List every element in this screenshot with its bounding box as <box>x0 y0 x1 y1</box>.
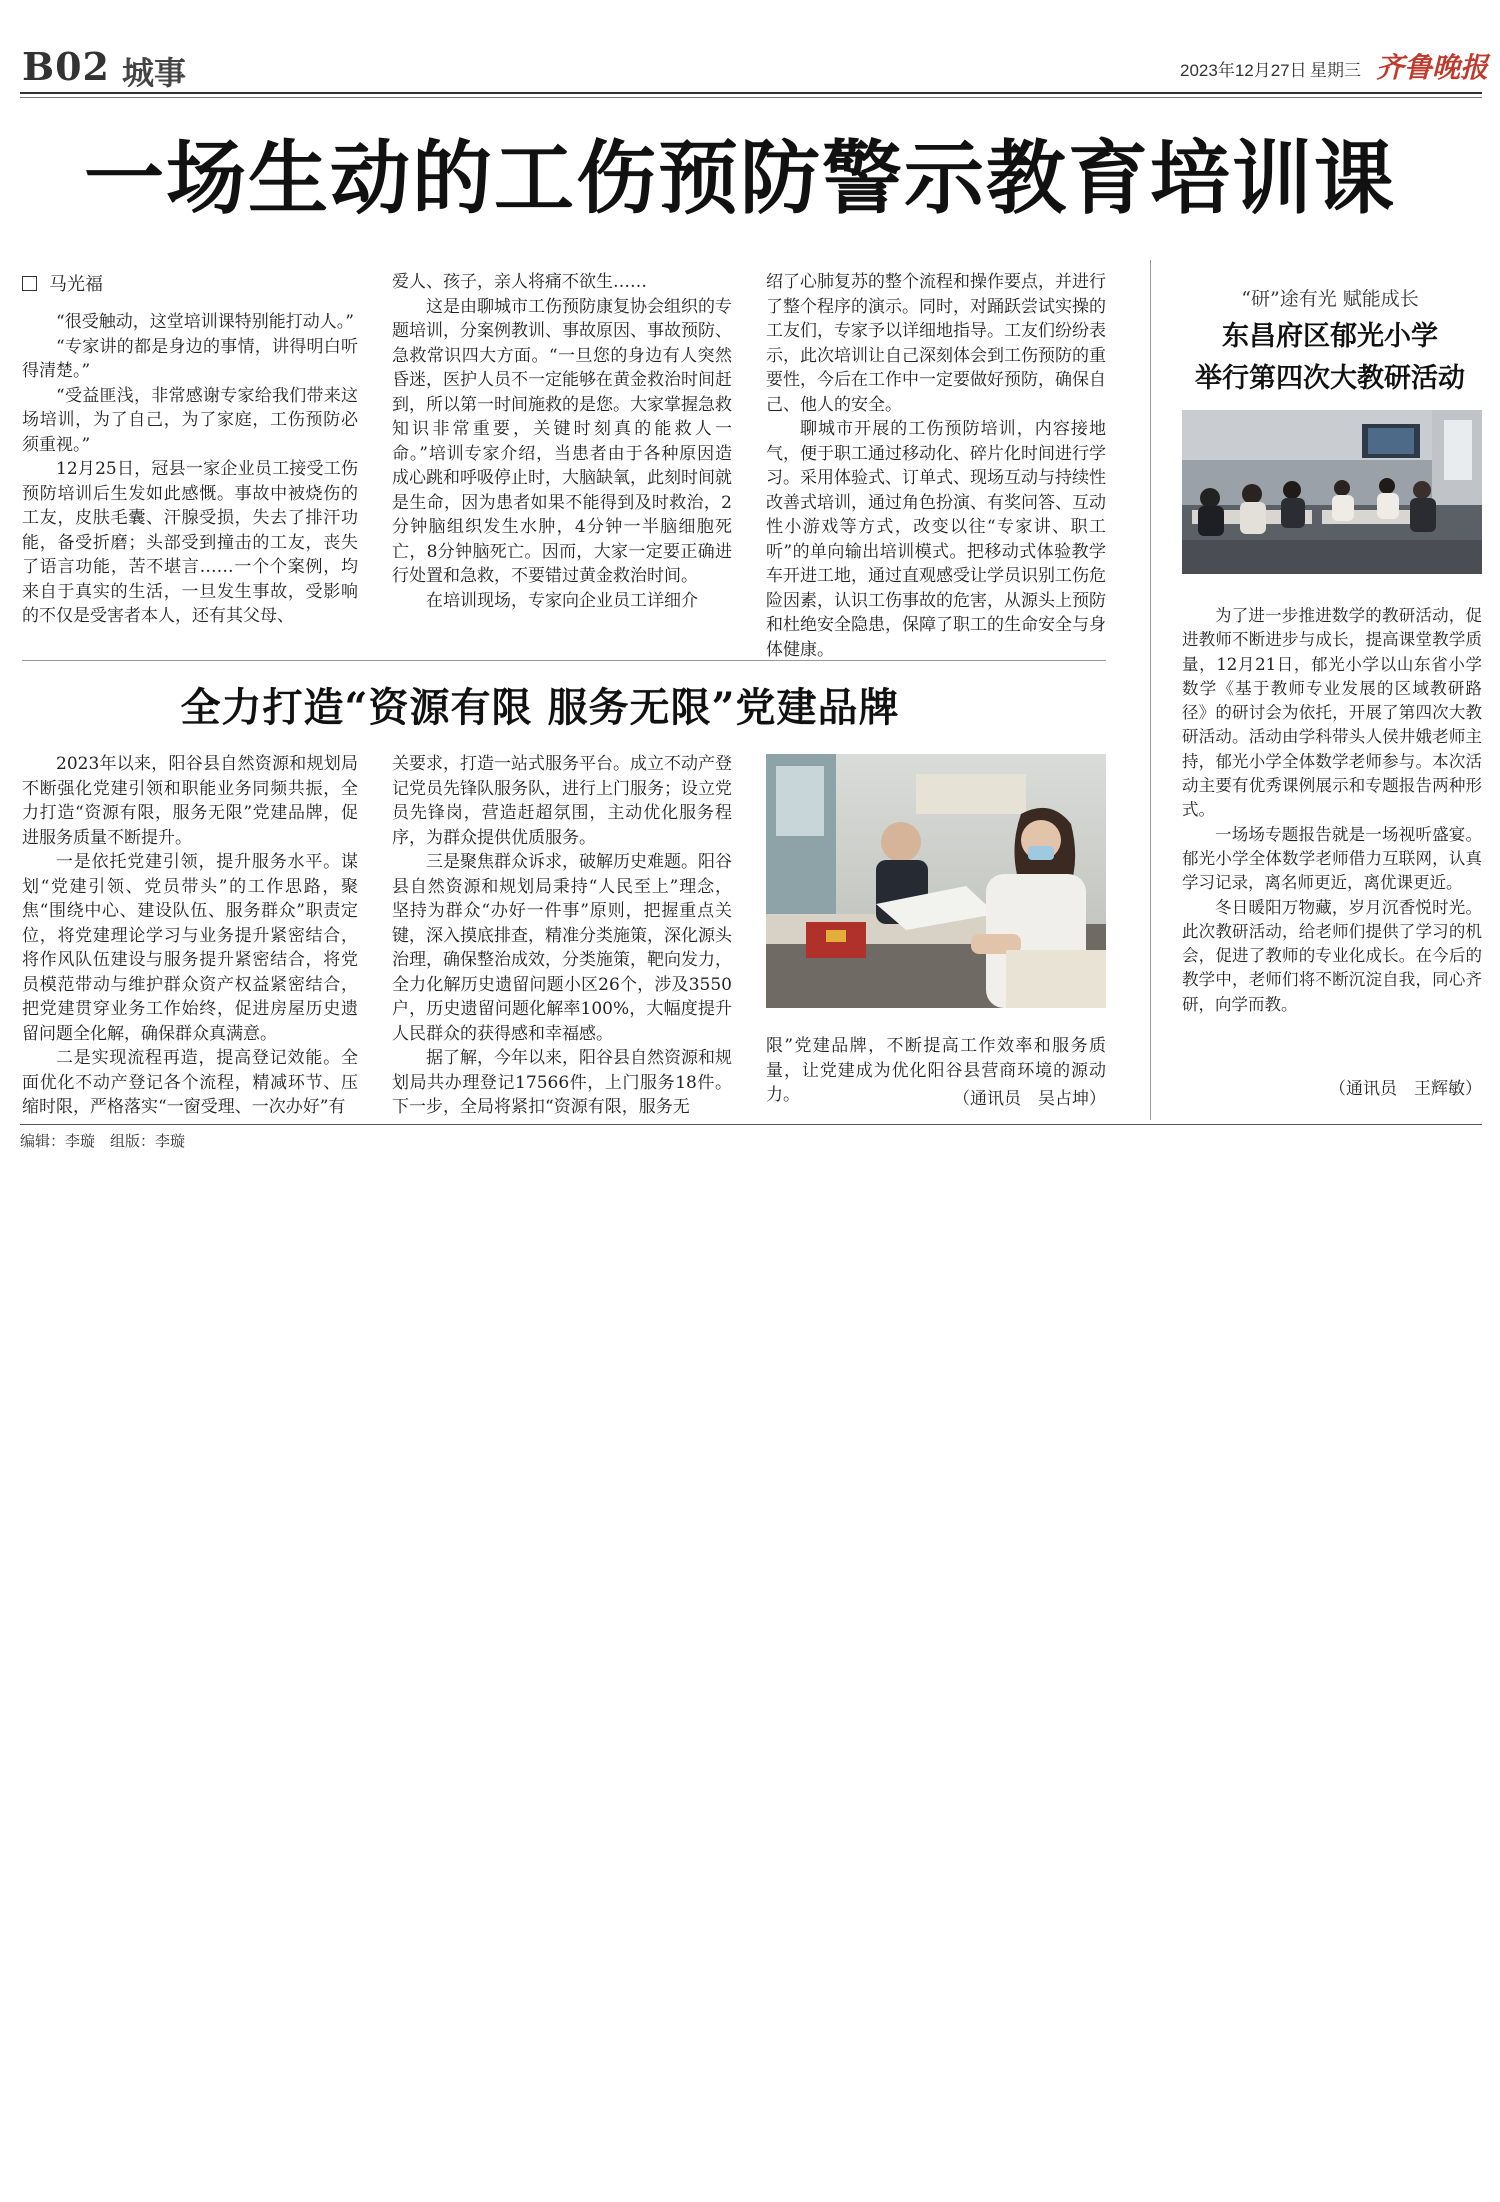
paragraph: 这是由聊城市工伤预防康复协会组织的专题培训，分案例教训、事故原因、事故预防、急救常识四大方面。“一旦您的身边有人突然昏迷，医护人员不一定能够在黄金救治时间赶到，所以第一时间施救的是您。大家掌握急救知识非常重要，关键时刻真的能救人一命。”培训专家介绍，当患者由于各种原因造成心跳和呼吸停止时，大脑缺氧，此刻时间就是生命，因为患者如果不能得到及时救治，2分钟脑组织发生水肿，4分钟一半脑细胞死亡，8分钟脑死亡。因而，大家一定要正确进行处置和急救，不要错过黄金救治时间。 <box>392 296 732 586</box>
paragraph: 一场场专题报告就是一场视听盛宴。郁光小学全体数学老师借力互联网，认真学习记录，离名师更近，离优课更近。 <box>1182 824 1482 893</box>
paragraph: 12月25日，冠县一家企业员工接受工伤预防培训后生发如此感慨。事故中被烧伤的工友，皮肤毛囊、汗腺受损，失去了排汗功能，备受折磨；头部受到撞击的工友，丧失了语言功能，苦不堪言……一个个案例，均来自于真实的生活，一旦发生事故，受影响的不仅是受害者本人，还有其父母、 <box>22 459 358 626</box>
service-counter-image <box>766 754 1106 1008</box>
article2-credit: （通讯员 吴占坤） <box>953 1089 1106 1109</box>
classroom-photo <box>1182 410 1482 574</box>
masthead-rule-thin <box>20 97 1482 98</box>
issue-weekday: 星期三 <box>1310 61 1361 80</box>
paragraph: 2023年以来，阳谷县自然资源和规划局不断强化党建引领和职能业务同频共振，全力打造“资源有限，服务无限”党建品牌，促进服务质量不断提升。 <box>22 754 358 848</box>
sidebar-kicker: “研”途有光 赋能成长 <box>1241 288 1419 310</box>
sidebar-title-line2: 举行第四次大教研活动 <box>1195 363 1465 394</box>
sidebar-title-line1: 东昌府区郁光小学 <box>1222 321 1438 352</box>
paragraph: 在培训现场，专家向企业员工详细介 <box>426 590 698 611</box>
paragraph: “专家讲的都是身边的事情，讲得明白听得清楚。” <box>22 336 358 381</box>
paragraph: 限”党建品牌，不断提高工作效率和服务质量，让党建成为优化阳谷县营商环境的源动力。 <box>766 1036 1106 1105</box>
footer-credits: 编辑：李璇 组版：李璇 <box>20 1133 186 1150</box>
paragraph: 三是聚焦群众诉求，破解历史难题。阳谷县自然资源和规划局秉持“人民至上”理念，坚持为群众“办好一件事”原则，把握重点关键，深入摸底排查，精准分类施策，深化源头治理，确保整治成效，分类施策，靶向发力，全力化解历史遗留问题小区26个，涉及3550户，历史遗留问题化解率100%，大幅度提升人民群众的获得感和幸福感。 <box>392 852 732 1044</box>
article1-column-2 <box>392 270 732 645</box>
masthead-rule <box>20 92 1482 94</box>
article2-column-1 <box>22 752 358 1117</box>
classroom-image <box>1182 410 1482 574</box>
issue-date: 2023年12月27日 <box>1180 61 1307 80</box>
paragraph: “受益匪浅，非常感谢专家给我们带来这场培训，为了自己，为了家庭，工伤预防必须重视。” <box>22 385 358 455</box>
footer-rule <box>20 1124 1482 1125</box>
paragraph: 绍了心肺复苏的整个流程和操作要点，并进行了整个程序的演示。同时，对踊跃尝试实操的工友们，专家予以详细地指导。工友们纷纷表示，此次培训让自己深刻体会到工伤预防的重要性，今后在工作中一定要做好预防，确保自己、他人的安全。 <box>766 272 1106 415</box>
article2-headline: 全力打造“资源有限 服务无限”党建品牌 <box>180 684 900 731</box>
paragraph: 为了进一步推进数学的教研活动，促进教师不断进步与成长，提高课堂教学质量，12月21日，郁光小学以山东省小学数学《基于教师专业发展的区域教研路径》的研讨会为依托，开展了第四次大教研活动。活动由学科带头人侯井娥老师主持，郁光小学全体数学老师参与。本次活动主要有优秀课例展示和专题报告两种形式。 <box>1182 606 1482 820</box>
article2-rule <box>22 660 1106 661</box>
sidebar-body <box>1182 604 1482 1064</box>
paragraph: 一是依托党建引领，提升服务水平。谋划“党建引领、党员带头”的工作思路，聚焦“围绕中心、建设队伍、服务群众”职责定位，将党建理论学习与业务提升紧密结合，将作风队伍建设与服务提升紧密结合，将党员模范带动与维护群众资产权益紧密结合，把党建贯穿业务工作始终，促进房屋历史遗留问题全化解，确保群众真满意。 <box>22 852 358 1044</box>
section-name: 城事 <box>122 54 187 92</box>
paragraph: “很受触动，这堂培训课特别能打动人。” <box>56 312 354 332</box>
sidebar-credit: （通讯员 王辉敏） <box>1329 1079 1482 1099</box>
page-code: B02 <box>22 44 110 89</box>
byline <box>22 270 103 296</box>
paragraph: 据了解，今年以来，阳谷县自然资源和规划局共办理登记17566件，上门服务18件。下一步，全局将紧扣“资源有限，服务无 <box>392 1048 732 1117</box>
newspaper-logo: 齐鲁晚报 <box>1376 51 1489 84</box>
service-counter-photo <box>766 754 1106 1008</box>
paragraph: 聊城市开展的工伤预防培训，内容接地气，便于职工通过移动化、碎片化时间进行学习。采用体验式、订单式、现场互动与持续性改善式培训，通过角色扮演、有奖问答、互动性小游戏等方式，改变以往“专家讲、职工听”的单向输出培训模式。把移动式体验教学车开进工地，通过直观感受让学员识别工伤危险因素，认识工伤事故的危害，从源头上预防和杜绝安全隐患，保障了职工的生命安全与身体健康。 <box>766 419 1106 660</box>
page-headline: 一场生动的工伤预防警示教育培训课 <box>84 131 1396 225</box>
article1-column-3 <box>766 270 1106 660</box>
paragraph: 冬日暖阳万物藏，岁月沉香悦时光。此次教研活动，给老师们提供了学习的机会，促进了教师的专业化成长。在今后的教学中，老师们将不断沉淀自我，同心齐研，向学而教。 <box>1182 897 1482 1014</box>
article1-column-1 <box>22 310 358 645</box>
byline-author: 马光福 <box>49 274 103 295</box>
paragraph: 二是实现流程再造，提高登记效能。全面优化不动产登记各个流程，精减环节、压缩时限，严格落实“一窗受理、一次办好”有 <box>22 1048 358 1117</box>
paragraph: 爱人、孩子，亲人将痛不欲生…… <box>392 272 647 292</box>
article2-column-2 <box>392 752 732 1117</box>
paragraph: 关要求，打造一站式服务平台。成立不动产登记党员先锋队服务队，进行上门服务；设立党员先锋岗，营造赶超氛围，主动优化服务程序，为群众提供优质服务。 <box>392 754 732 848</box>
byline-box-icon <box>22 276 37 291</box>
sidebar-divider <box>1150 260 1151 1120</box>
